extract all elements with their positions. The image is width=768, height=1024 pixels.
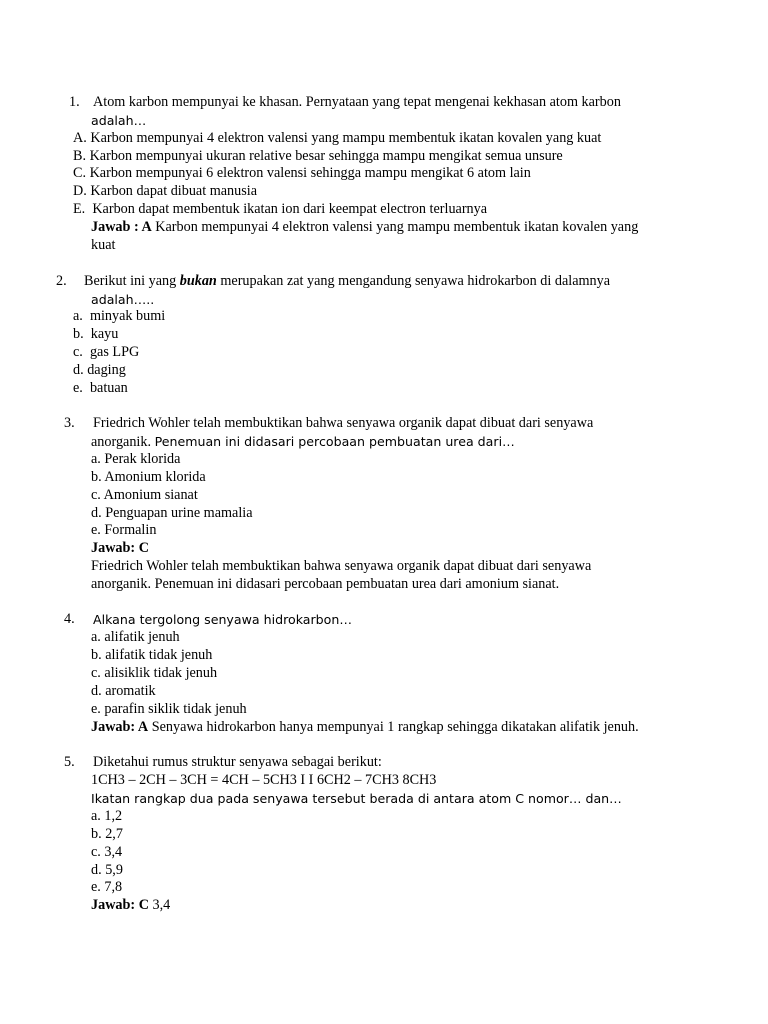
option-c [73,165,531,183]
option-letter: C. [73,165,87,181]
option-b [73,326,118,344]
question-5-question: Ikatan rangkap dua pada senyawa tersebut berada di antara atom C nomor… dan… [91,791,622,806]
question-5-stem-line1: Diketahui rumus struktur senyawa sebagai berikut: [93,754,382,770]
option-d: d. 5,9 [91,862,123,878]
question-4-stem: Alkana tergolong senyawa hidrokarbon… [93,612,352,627]
option-letter: a. [73,308,83,324]
question-3-number: 3. [64,415,75,431]
option-text: kayu [90,326,119,342]
option-letter: b. [73,326,84,342]
stem-text: Penemuan ini didasari percobaan pembuatan urea dari… [154,434,515,449]
answer-label: Jawab: A [91,719,149,735]
option-letter: B. [73,148,87,164]
answer-label: Jawab : A [91,219,152,235]
option-e: e. 7,8 [91,879,123,895]
option-c [73,344,139,362]
option-a: a. 1,2 [91,808,123,824]
option-letter: d. [73,362,84,378]
option-b: b. alifatik tidak jenuh [91,647,213,663]
answer-line [91,897,170,915]
option-text: Karbon dapat membentuk ikatan ion dari keempat electron terluarnya [92,201,488,217]
option-text: daging [87,362,126,378]
question-3-stem-line2 [91,433,515,452]
option-b: b. 2,7 [91,826,123,842]
option-c: c. Amonium sianat [91,487,198,503]
option-text: Karbon mempunyai ukuran relative besar sehingga mampu mengikat semua unsure [89,148,563,164]
explanation-line1: Friedrich Wohler telah membuktikan bahwa senyawa organik dapat dibuat dari senyawa [91,558,592,574]
option-a [73,308,165,326]
option-letter: e. [73,380,83,396]
option-text: batuan [89,380,128,396]
stem-text: anorganik. [91,434,155,450]
option-d: d. aromatik [91,683,156,699]
option-text: Karbon mempunyai 6 elektron valensi sehingga mampu mengikat 6 atom lain [89,165,531,181]
option-a: a. alifatik jenuh [91,629,180,645]
option-letter: A. [73,130,87,146]
question-2-stem-line1 [84,273,610,291]
option-text: Karbon dapat dibuat manusia [90,183,257,199]
option-b [73,148,563,166]
answer-label [91,540,149,558]
option-text: minyak bumi [89,308,166,324]
option-text: Karbon mempunyai 4 elektron valensi yang mampu membentuk ikatan kovalen yang kuat [90,130,602,146]
structural-formula: 1CH3 – 2CH – 3CH = 4CH – 5CH3 I I 6CH2 – 7CH3 8CH3 [91,772,437,788]
option-b: b. Amonium klorida [91,469,206,485]
answer-text: 3,4 [148,897,171,913]
option-c: c. 3,4 [91,844,123,860]
stem-text: merupakan zat yang mengandung senyawa hidrokarbon di dalamnya [216,273,611,289]
option-text: gas LPG [89,344,140,360]
answer-line2: kuat [91,237,116,253]
question-3-stem-line1: Friedrich Wohler telah membuktikan bahwa senyawa organik dapat dibuat dari senyawa [93,415,594,431]
option-letter: E. [73,201,86,217]
option-a: a. Perak klorida [91,451,181,467]
option-letter: D. [73,183,87,199]
question-4-number: 4. [64,611,75,627]
answer-text: Senyawa hidrokarbon hanya mempunyai 1 rangkap sehingga dikatakan alifatik jenuh. [148,719,639,735]
explanation-line2: anorganik. Penemuan ini didasari percobaan pembuatan urea dari amonium sianat. [91,576,560,592]
stem-text: Berikut ini yang [84,273,180,289]
question-1-stem-line1: Atom karbon mempunyai ke khasan. Pernyataan yang tepat mengenai kekhasan atom karbon [93,94,621,110]
question-2-number: 2. [56,273,67,289]
question-2-stem-line2: adalah….. [91,292,155,307]
emphasis-text: bukan [179,273,217,289]
question-1-number: 1. [69,94,80,110]
answer-line [91,719,639,737]
option-d [73,362,126,380]
option-e: e. Formalin [91,522,157,538]
option-letter: c. [73,344,83,360]
option-e [73,201,487,219]
question-5-number: 5. [64,754,75,770]
option-e [73,380,128,398]
option-e: e. parafin siklik tidak jenuh [91,701,247,717]
answer-label-text: Jawab: C [91,540,149,556]
answer-line1 [91,219,638,237]
answer-label: Jawab: C [91,897,149,913]
answer-text: Karbon mempunyai 4 elektron valensi yang mampu membentuk ikatan kovalen yang [151,219,639,235]
option-d [73,183,257,201]
option-d: d. Penguapan urine mamalia [91,505,253,521]
option-a [73,130,601,148]
option-c: c. alisiklik tidak jenuh [91,665,218,681]
question-1-stem-line2: adalah… [91,113,147,128]
